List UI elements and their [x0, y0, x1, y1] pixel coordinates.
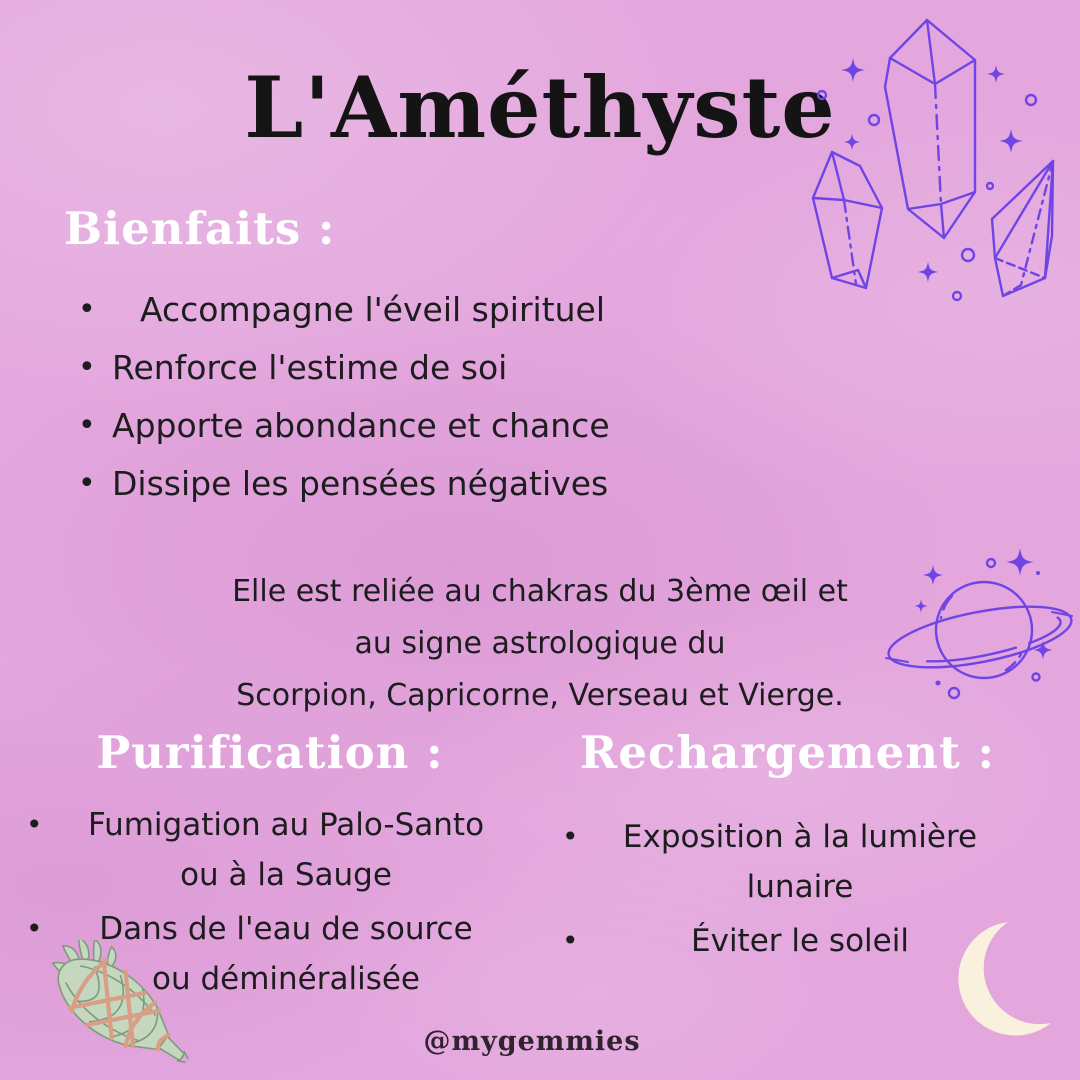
purification-text: Fumigation au Palo-Santo ou à la Sauge	[87, 807, 485, 893]
bullet-icon: •	[26, 912, 43, 945]
association-line: Scorpion, Capricorne, Verseau et Vierge.	[236, 678, 844, 713]
recharge-item	[562, 812, 1008, 912]
account-handle: @mygemmies	[423, 1026, 641, 1057]
benefit-text: Apporte abondance et chance	[112, 406, 610, 445]
benefit-item	[78, 403, 738, 449]
purification-text: Dans de l'eau de source ou déminéralisée	[99, 911, 473, 997]
benefit-text: Renforce l'estime de soi	[112, 348, 508, 387]
bullet-icon: •	[26, 808, 43, 841]
benefit-text: Accompagne l'éveil spirituel	[140, 290, 606, 329]
benefits-heading: Bienfaits :	[64, 202, 336, 255]
saturn-icon	[880, 540, 1080, 720]
recharge-heading: Rechargement :	[579, 726, 996, 779]
benefit-item	[78, 461, 738, 507]
purification-item	[26, 800, 516, 900]
page-title: L'Améthyste	[244, 58, 836, 157]
bullet-icon: •	[78, 350, 96, 385]
crescent-moon-icon	[938, 913, 1063, 1043]
association-line: au signe astrologique du	[354, 626, 726, 661]
recharge-text: Éviter le soleil	[691, 923, 909, 959]
bullet-icon: •	[78, 466, 96, 501]
bullet-icon: •	[562, 924, 579, 957]
bullet-icon: •	[78, 408, 96, 443]
benefit-text: Dissipe les pensées négatives	[112, 464, 609, 503]
benefits-list	[78, 287, 738, 519]
crystals-icon	[790, 8, 1080, 308]
benefit-item	[78, 345, 738, 391]
recharge-text: Exposition à la lumière lunaire	[622, 819, 978, 905]
sage-smudge-stick-icon	[30, 940, 205, 1080]
association-line: Elle est reliée au chakras du 3ème œil et	[232, 574, 848, 609]
benefit-item	[78, 287, 738, 333]
purification-heading: Purification :	[96, 726, 444, 779]
bullet-icon: •	[78, 292, 96, 327]
bullet-icon: •	[562, 820, 579, 853]
